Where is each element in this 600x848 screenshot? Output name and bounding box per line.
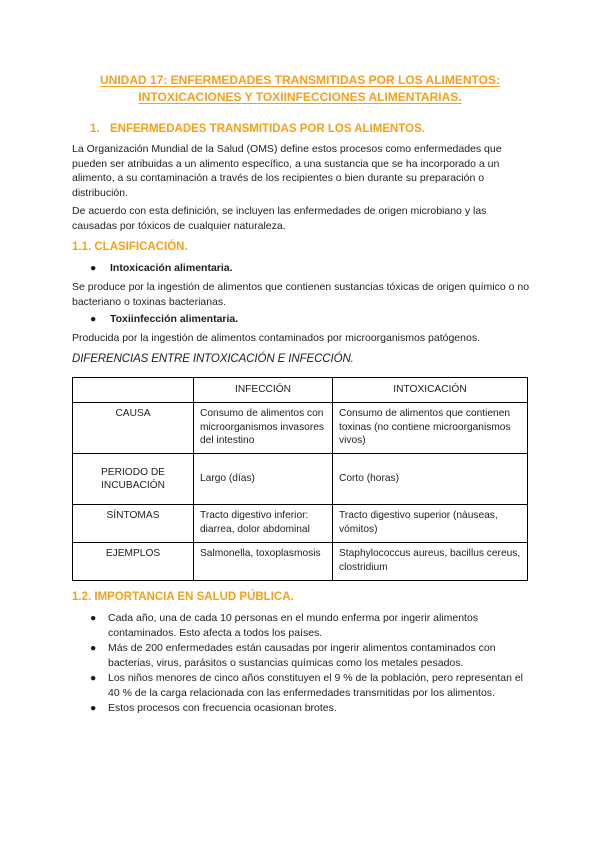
bullet-icon: ● bbox=[90, 262, 97, 274]
list-item-text: Estos procesos con frecuencia ocasionan brotes. bbox=[108, 702, 337, 714]
table-header-cell: INTOXICACIÓN bbox=[333, 378, 528, 403]
table-header-cell bbox=[73, 378, 194, 403]
table-row-label: SÍNTOMAS bbox=[73, 505, 194, 543]
bullet-icon: ● bbox=[90, 642, 97, 654]
bullet-icon: ● bbox=[90, 672, 97, 684]
table-cell: Tracto digestivo inferior: diarrea, dolor abdominal bbox=[194, 505, 333, 543]
table-row bbox=[73, 403, 528, 454]
table-row bbox=[73, 505, 528, 543]
section-1-1-heading: 1.1. CLASIFICACIÓN. bbox=[72, 241, 188, 253]
differences-table bbox=[72, 377, 528, 581]
table-row-label: CAUSA bbox=[73, 403, 194, 454]
table-header-cell: INFECCIÓN bbox=[194, 378, 333, 403]
document-title bbox=[40, 72, 560, 106]
differences-subheading: DIFERENCIAS ENTRE INTOXICACIÓN E INFECCIÓN. bbox=[72, 353, 354, 365]
list-item-text: Más de 200 enfermedades están causadas por ingerir alimentos contaminados con bacterias, virus, parásitos o sustancias químicas como los metales pesados. bbox=[108, 642, 496, 669]
section-1-paragraph-1: La Organización Mundial de la Salud (OMS) define estos procesos como enfermedades que pueden ser atribuidas a un alimento específico, a una sustancia que se ha incorporado a un alimento, a su contaminación a través de los recipientes o bien durante su preparación o distribución. bbox=[72, 143, 502, 199]
classification-item-2-text: Producida por la ingestión de alimentos contaminados por microorganismos patógenos. bbox=[72, 332, 480, 344]
table-row-label: EJEMPLOS bbox=[73, 543, 194, 581]
classification-item-1-text: Se produce por la ingestión de alimentos que contienen sustancias tóxicas de origen químico o no bacteriano o toxinas bacterianas. bbox=[72, 281, 530, 308]
table-row-label: PERIODO DE INCUBACIÓN bbox=[73, 454, 194, 505]
bullet-icon: ● bbox=[90, 612, 97, 624]
title-line-2: INTOXICACIONES Y TOXIINFECCIONES ALIMENTARIAS. bbox=[138, 90, 462, 104]
title-line-1: UNIDAD 17: ENFERMEDADES TRANSMITIDAS POR LOS ALIMENTOS: bbox=[99, 73, 501, 87]
table-cell: Tracto digestivo superior (náuseas, vómitos) bbox=[333, 505, 528, 543]
section-1-heading-text: ENFERMEDADES TRANSMITIDAS POR LOS ALIMENTOS. bbox=[110, 123, 425, 135]
classification-item-1-title: Intoxicación alimentaria. bbox=[110, 262, 233, 274]
table-cell: Salmonella, toxoplasmosis bbox=[194, 543, 333, 581]
list-item bbox=[72, 641, 532, 670]
section-1-2-heading: 1.2. IMPORTANCIA EN SALUD PÚBLICA. bbox=[72, 591, 294, 603]
list-item bbox=[72, 671, 532, 700]
table-cell: Consumo de alimentos con microorganismos invasores del intestino bbox=[194, 403, 333, 454]
list-item-text: Cada año, una de cada 10 personas en el mundo enferma por ingerir alimentos contaminados. Esto afecta a todos los países. bbox=[108, 612, 479, 639]
bullet-icon: ● bbox=[90, 702, 97, 714]
table-cell: Largo (días) bbox=[194, 454, 333, 505]
public-health-list bbox=[72, 611, 532, 717]
classification-item-1 bbox=[90, 262, 233, 274]
table-header-row bbox=[73, 378, 528, 403]
table-cell: Staphylococcus aureus, bacillus cereus, clostridium bbox=[333, 543, 528, 581]
list-item-text: Los niños menores de cinco años constituyen el 9 % de la población, pero representan el 40 % de la carga relacionada con las enfermedades transmitidas por los alimentos. bbox=[108, 672, 524, 699]
list-item bbox=[72, 701, 532, 716]
section-1-number: 1. bbox=[90, 123, 100, 135]
bullet-icon: ● bbox=[90, 313, 97, 325]
section-1-heading bbox=[90, 123, 425, 135]
classification-item-2-title: Toxiinfección alimentaria. bbox=[110, 313, 239, 325]
table-cell: Corto (horas) bbox=[333, 454, 528, 505]
table-row bbox=[73, 543, 528, 581]
table-cell: Consumo de alimentos que contienen toxinas (no contiene microorganismos vivos) bbox=[333, 403, 528, 454]
list-item bbox=[72, 611, 532, 640]
section-1-paragraph-2: De acuerdo con esta definición, se incluyen las enfermedades de origen microbiano y las causadas por tóxicos de cualquier naturaleza. bbox=[72, 205, 487, 232]
classification-item-2 bbox=[90, 313, 238, 325]
table-row bbox=[73, 454, 528, 505]
